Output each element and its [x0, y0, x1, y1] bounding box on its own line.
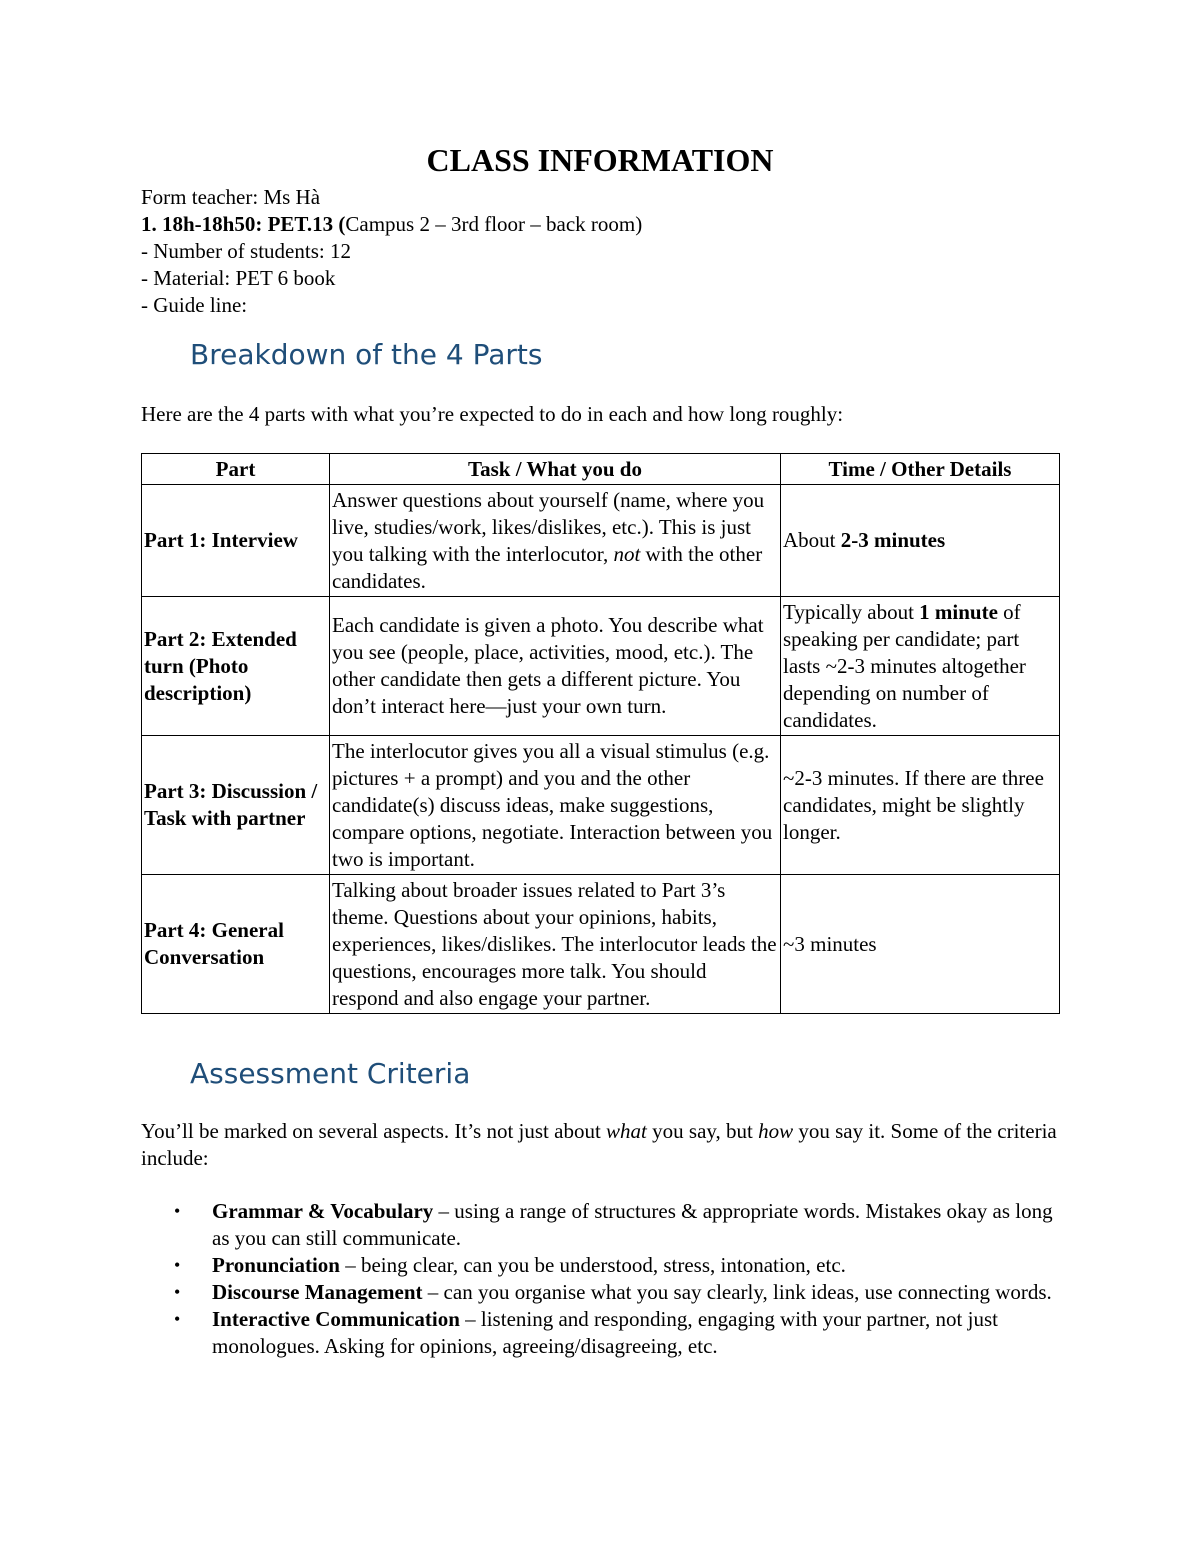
part-cell: Part 1: Interview — [142, 485, 330, 597]
time-emphasis: 2-3 minutes — [840, 528, 946, 552]
column-header-part: Part — [142, 454, 330, 485]
part-cell: Part 4: General Conversation — [142, 875, 330, 1014]
parts-table — [141, 453, 1060, 1014]
time-text: Typically about — [783, 599, 920, 624]
column-header-task: Task / What you do — [330, 454, 781, 485]
part-cell: Part 2: Extended turn (Photo description) — [142, 597, 330, 736]
task-cell — [330, 736, 781, 875]
task-cell — [330, 597, 781, 736]
table-row — [142, 736, 1060, 875]
time-cell — [781, 736, 1060, 875]
intro-emphasis-what: what — [606, 1119, 647, 1143]
task-text: Answer questions about yourself (name, where you live, studies/work, likes/dislikes, etc.). This is just you talking with the interlocutor, — [332, 487, 765, 566]
time-cell — [781, 485, 1060, 597]
class-schedule-bold: 1. 18h-18h50: PET.13 ( — [141, 212, 346, 236]
assessment-intro — [141, 1118, 1059, 1172]
criterion-text: – using a range of structures & appropriate words. Mistakes okay as long as you can still communicate. — [212, 1199, 1053, 1250]
task-text-end: with the other candidates. — [332, 541, 763, 593]
criterion-text: – being clear, can you be understood, stress, intonation, etc. — [339, 1253, 846, 1277]
class-schedule-line — [141, 211, 1059, 238]
form-teacher-line: Form teacher: Ms Hà — [141, 185, 321, 209]
criterion-label: Discourse Management — [212, 1280, 423, 1304]
criterion-label: Pronunciation — [212, 1253, 340, 1277]
bullet-icon: • — [174, 1309, 181, 1329]
part-cell: Part 3: Discussion / Task with partner — [142, 736, 330, 875]
task-emphasis: not — [613, 541, 641, 566]
table-row — [142, 875, 1060, 1014]
material-line: - Material: PET 6 book — [141, 266, 336, 290]
document-page — [141, 140, 1059, 1360]
bullet-icon: • — [174, 1282, 181, 1302]
breakdown-intro: Here are the 4 parts with what you’re expected to do in each and how long roughly: — [141, 402, 844, 426]
class-location: Campus 2 – 3rd floor – back room) — [345, 212, 643, 236]
breakdown-heading: Breakdown of the 4 Parts — [190, 338, 543, 371]
list-item — [141, 1198, 1059, 1252]
guide-line: - Guide line: — [141, 293, 248, 317]
intro-text: You’ll be marked on several aspects. It’s not just about — [141, 1119, 607, 1143]
time-cell — [781, 597, 1060, 736]
time-text: ~3 minutes — [783, 931, 877, 956]
intro-text-mid: you say, but — [646, 1119, 759, 1143]
task-cell — [330, 875, 781, 1014]
task-text: The interlocutor gives you all a visual stimulus (e.g. pictures + a prompt) and you and the other candidate(s) discuss ideas, make suggestions, compare options, negotiate. Interaction between you two is important. — [332, 738, 773, 871]
time-text: ~2-3 minutes. If there are three candidates, might be slightly longer. — [783, 765, 1044, 844]
task-text: Talking about broader issues related to Part 3’s theme. Questions about your opinions, habits, experiences, likes/dislikes. The interlocutor leads the questions, encourages more talk. You should respond and also engage your partner. — [332, 877, 777, 1010]
students-count-line: - Number of students: 12 — [141, 239, 351, 263]
column-header-time: Time / Other Details — [781, 454, 1060, 485]
intro-text-end: you say it. Some of the criteria include: — [141, 1119, 1057, 1170]
time-text-end: of speaking per candidate; part lasts ~2-3 minutes altogether depending on number of candidates. — [783, 599, 1026, 732]
task-text: Each candidate is given a photo. You describe what you see (people, place, activities, mood, etc.). The other candidate then gets a different picture. You don’t interact here—just your own turn. — [332, 613, 764, 718]
assessment-heading: Assessment Criteria — [190, 1057, 471, 1090]
table-header-row — [142, 454, 1060, 485]
intro-emphasis-how: how — [758, 1119, 794, 1143]
bullet-icon: • — [174, 1201, 181, 1221]
time-cell — [781, 875, 1060, 1014]
criterion-text: – can you organise what you say clearly, link ideas, use connecting words. — [422, 1280, 1052, 1304]
list-item — [141, 1279, 1059, 1306]
criterion-label: Interactive Communication — [212, 1307, 460, 1331]
list-item — [141, 1252, 1059, 1279]
table-row — [142, 597, 1060, 736]
time-emphasis: 1 minute — [919, 599, 998, 624]
list-item — [141, 1306, 1059, 1360]
criteria-list — [141, 1198, 1059, 1360]
bullet-icon: • — [174, 1255, 181, 1275]
table-row — [142, 485, 1060, 597]
document-title: CLASS INFORMATION — [426, 142, 774, 178]
criterion-text: – listening and responding, engaging with your partner, not just monologues. Asking for opinions, agreeing/disagreeing, etc. — [212, 1307, 998, 1358]
task-cell — [330, 485, 781, 597]
time-text: About — [783, 528, 841, 552]
criterion-label: Grammar & Vocabulary — [212, 1199, 434, 1223]
